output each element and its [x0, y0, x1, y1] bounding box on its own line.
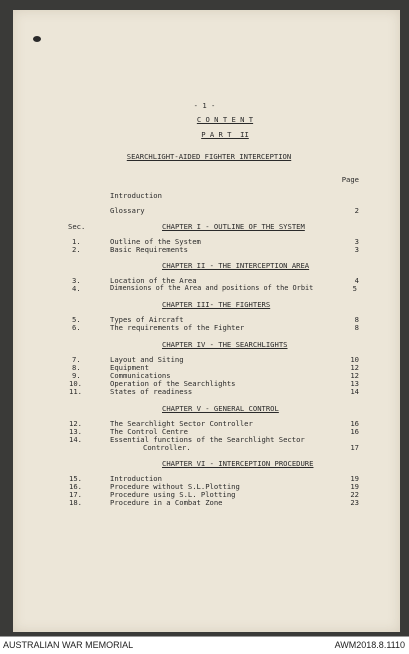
section-page: 19 — [350, 482, 359, 491]
section-page: 12 — [350, 363, 359, 372]
footer-accession-number: AWM2018.8.1110 — [334, 640, 405, 650]
sec-number: 1. — [72, 237, 81, 246]
chapter-heading: CHAPTER I - OUTLINE OF THE SYSTEM — [162, 222, 305, 231]
section-page: 23 — [350, 498, 359, 507]
section-page: 12 — [350, 371, 359, 380]
sec-number: 10. — [69, 379, 82, 388]
section-title: Introduction — [110, 474, 162, 483]
section-page: 17 — [350, 443, 359, 452]
section-title: States of readiness — [110, 387, 193, 396]
section-title: Equipment — [110, 363, 149, 372]
sec-number: 8. — [72, 363, 81, 372]
sec-column-label: Sec. — [68, 222, 86, 231]
section-title: The Control Centre — [110, 427, 188, 436]
section-page: 14 — [350, 387, 359, 396]
section-page: 4 — [354, 276, 359, 285]
chapter-heading: CHAPTER VI - INTERCEPTION PROCEDURE — [162, 459, 314, 468]
chapter-heading: CHAPTER II - THE INTERCEPTION AREA — [162, 261, 310, 270]
section-title-continued: Controller. — [143, 443, 191, 452]
chapter-heading: CHAPTER IV - THE SEARCHLIGHTS — [162, 340, 288, 349]
punch-hole-mark — [33, 36, 41, 42]
sec-number: 16. — [69, 482, 82, 491]
footer-institution: AUSTRALIAN WAR MEMORIAL — [3, 640, 134, 650]
section-title: Location of the Area — [110, 276, 197, 285]
archive-footer — [0, 636, 409, 654]
section-title: Communications — [110, 371, 171, 380]
section-title: Essential functions of the Searchlight Sector — [110, 435, 305, 444]
chapter-heading: CHAPTER V - GENERAL CONTROL — [162, 404, 279, 413]
sec-number: 17. — [69, 490, 82, 499]
page-column-label: Page — [341, 175, 359, 184]
section-page: 16 — [350, 427, 359, 436]
section-title: Outline of the System — [110, 237, 201, 246]
sec-number: 14. — [69, 435, 82, 444]
front-matter-glossary: Glossary — [110, 206, 145, 215]
section-title: The requirements of the Fighter — [110, 323, 245, 332]
section-page: 13 — [350, 379, 359, 388]
section-title: Layout and Siting — [110, 355, 184, 364]
sec-number: 6. — [72, 323, 81, 332]
section-page: 19 — [350, 474, 359, 483]
sec-number: 18. — [69, 498, 82, 507]
sec-number: 12. — [69, 419, 82, 428]
sec-number: 7. — [72, 355, 81, 364]
sec-number: 11. — [69, 387, 82, 396]
sec-number: 9. — [72, 371, 81, 380]
sec-number: 2. — [72, 245, 81, 254]
section-title: Dimensions of the Area and positions of the Orbit — [110, 284, 314, 292]
sec-number: 13. — [69, 427, 82, 436]
front-matter-glossary-page: 2 — [354, 206, 359, 215]
section-page: 16 — [350, 419, 359, 428]
section-page: 5 — [352, 284, 357, 293]
section-page: 22 — [350, 490, 359, 499]
sec-number: 5. — [72, 315, 81, 324]
section-title: Types of Aircraft — [110, 315, 184, 324]
section-title: Procedure in a Combat Zone — [110, 498, 223, 507]
section-page: 3 — [354, 245, 359, 254]
section-title: Procedure without S.L.Plotting — [110, 482, 240, 491]
page-number: - 1 - — [193, 101, 216, 110]
front-matter-introduction: Introduction — [110, 191, 162, 200]
section-title: Basic Requirements — [110, 245, 188, 254]
section-title: The Searchlight Sector Controller — [110, 419, 253, 428]
sec-number: 3. — [72, 276, 81, 285]
sec-number: 4. — [72, 284, 81, 293]
document-title: SEARCHLIGHT-AIDED FIGHTER INTERCEPTION — [126, 152, 292, 161]
section-page: 3 — [354, 237, 359, 246]
content-heading: C O N T E N T — [196, 115, 254, 124]
section-title: Procedure using S.L. Plotting — [110, 490, 236, 499]
sec-number: 15. — [69, 474, 82, 483]
section-title: Operation of the Searchlights — [110, 379, 236, 388]
section-page: 10 — [350, 355, 359, 364]
section-page: 8 — [354, 315, 359, 324]
part-heading: P A R T II — [201, 130, 249, 139]
chapter-heading: CHAPTER III- THE FIGHTERS — [162, 300, 271, 309]
section-page: 8 — [354, 323, 359, 332]
